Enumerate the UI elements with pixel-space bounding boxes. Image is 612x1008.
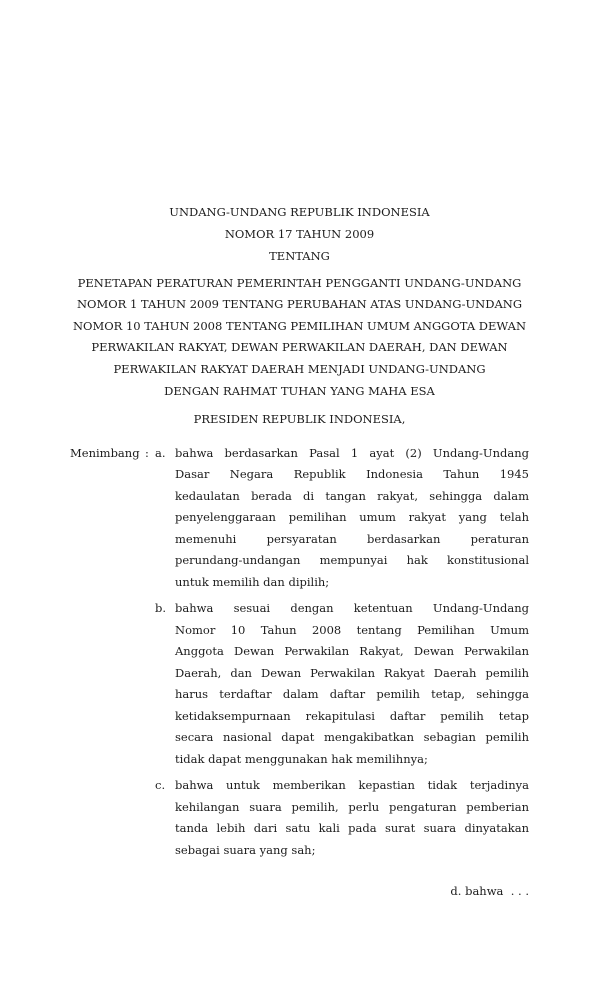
authority-line: PRESIDEN REPUBLIK INDONESIA,	[193, 412, 406, 427]
item-text	[175, 598, 529, 770]
text-line: bahwa berdasarkan Pasal 1 ayat (2) Undang-Undang	[175, 445, 529, 460]
item-text	[175, 775, 529, 861]
text-line: PERWAKILAN RAKYAT, DEWAN PERWAKILAN DAERAH, DAN DEWAN	[91, 340, 508, 355]
text-line: memenuhi persyaratan berdasarkan peraturan	[175, 531, 529, 546]
text-line: penyelenggaraan pemilihan umum rakyat yang telah	[175, 510, 529, 525]
document-content	[70, 201, 529, 903]
considering-label: Menimbang	[70, 445, 140, 460]
invocation-line: DENGAN RAHMAT TUHAN YANG MAHA ESA	[164, 384, 435, 399]
text-line: harus terdaftar dalam daftar pemilih tetap, sehingga	[175, 687, 529, 702]
text-line: Dasar Negara Republik Indonesia Tahun 1945	[175, 467, 529, 482]
considering-item-b	[155, 598, 529, 770]
doc-subject-title	[70, 273, 529, 380]
item-marker: b.	[155, 601, 167, 616]
document-title-block	[70, 201, 529, 267]
item-text	[175, 443, 529, 594]
text-line: NOMOR 10 TAHUN 2008 TENTANG PEMILIHAN UMUM ANGGOTA DEWAN	[72, 318, 527, 333]
text-line: perundang-undangan mempunyai hak konstitusional	[175, 553, 529, 568]
text-line: PERWAKILAN RAKYAT DAERAH MENJADI UNDANG-UNDANG	[113, 361, 486, 376]
text-line: ketidaksempurnaan rekapitulasi daftar pemilih tetap	[175, 708, 529, 723]
item-marker: c.	[155, 778, 166, 793]
text-line: untuk memilih dan dipilih;	[175, 574, 330, 589]
page-catchword: d. bahwa . . .	[450, 884, 529, 899]
text-line: kehilangan suara pemilih, perlu pengaturan pemberian	[175, 799, 529, 814]
text-line: secara nasional dapat mengakibatkan sebagian pemilih	[175, 730, 529, 745]
considering-item-c	[155, 775, 529, 861]
text-line: Anggota Dewan Perwakilan Rakyat, Dewan Perwakilan	[175, 644, 529, 659]
doc-type-line: UNDANG-UNDANG REPUBLIK INDONESIA	[169, 205, 430, 219]
text-line: NOMOR 1 TAHUN 2009 TENTANG PERUBAHAN ATAS UNDANG-UNDANG	[76, 297, 523, 312]
considering-separator: :	[145, 445, 149, 460]
text-line: Daerah, dan Dewan Perwakilan Rakyat Daerah pemilih	[175, 665, 529, 680]
considering-items	[155, 443, 529, 862]
text-line: Nomor 10 Tahun 2008 tentang Pemilihan Umum	[175, 622, 529, 637]
text-line: PENETAPAN PERATURAN PEMERINTAH PENGGANTI UNDANG-UNDANG	[77, 276, 522, 290]
doc-about-line: TENTANG	[269, 249, 330, 263]
considering-section	[70, 443, 529, 862]
item-marker: a.	[155, 445, 166, 460]
text-line: tanda lebih dari satu kali pada surat suara dinyatakan	[175, 821, 529, 836]
text-line: tidak dapat menggunakan hak memilihnya;	[175, 751, 428, 766]
doc-number-line: NOMOR 17 TAHUN 2009	[224, 227, 375, 241]
text-line: bahwa sesuai dengan ketentuan Undang-Undang	[175, 601, 529, 616]
text-line: kedaulatan berada di tangan rakyat, sehingga dalam	[175, 488, 529, 503]
text-line: bahwa untuk memberikan kepastian tidak terjadinya	[175, 778, 529, 793]
text-line: sebagai suara yang sah;	[175, 842, 316, 857]
considering-item-a	[155, 443, 529, 594]
